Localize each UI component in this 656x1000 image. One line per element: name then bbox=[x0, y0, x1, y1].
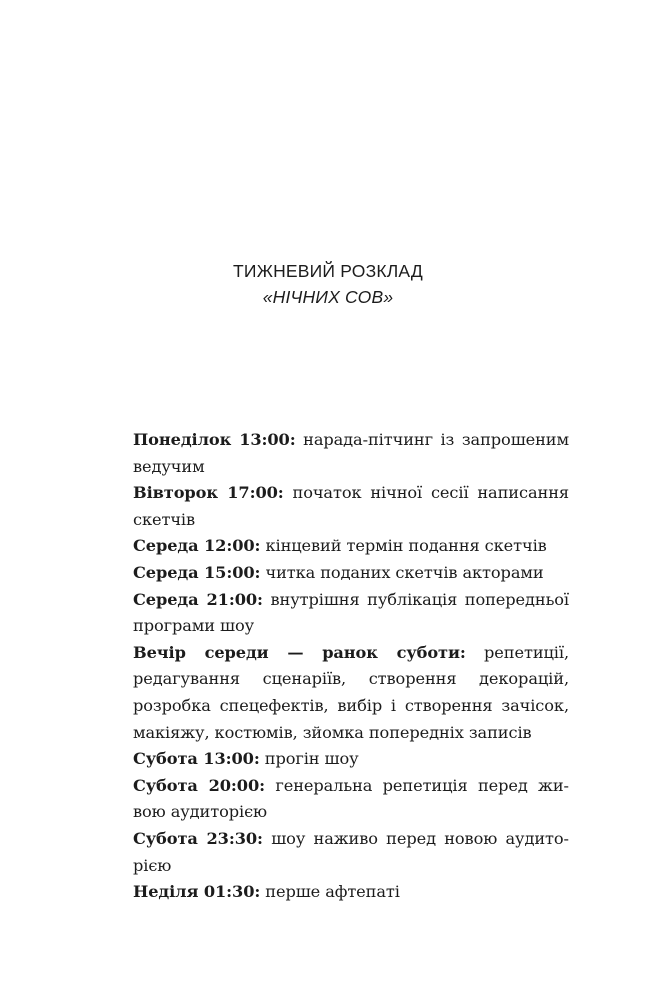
schedule-entry-sunday bbox=[133, 879, 569, 906]
entry-text: генеральна репетиція перед живою аудиторією bbox=[133, 775, 570, 822]
entry-label: Неділя 01:30: bbox=[133, 882, 261, 902]
entry-label: Вечір середи — ранок суботи: bbox=[133, 642, 466, 662]
entry-text: початок нічної сесії написання скетчів bbox=[133, 483, 569, 529]
entry-label: Субота 20:00: bbox=[133, 775, 265, 795]
entry-label: Понеділок 13:00: bbox=[133, 430, 296, 449]
schedule-entry-saturday-1300 bbox=[133, 746, 569, 773]
entry-label: Субота 13:00: bbox=[133, 749, 260, 769]
schedule-entry-wednesday-1200 bbox=[133, 533, 569, 560]
page-heading bbox=[0, 258, 656, 310]
entry-text: прогін шоу bbox=[264, 749, 359, 769]
entry-label: Середа 21:00: bbox=[133, 589, 263, 609]
schedule-entry-monday bbox=[133, 427, 569, 480]
heading-title: ТИЖНЕВИЙ РОЗКЛАД bbox=[233, 261, 423, 281]
schedule-entry-wednesday-1500 bbox=[133, 560, 569, 587]
schedule-entry-saturday-2330 bbox=[133, 826, 569, 879]
schedule-entry-wednesday-saturday bbox=[133, 640, 569, 746]
entry-text: шоу наживо перед новою аудиторією bbox=[133, 828, 569, 875]
heading-subtitle: «НІЧНИХ СОВ» bbox=[262, 287, 394, 307]
entry-text: кінцевий термін подання скетчів bbox=[265, 536, 547, 556]
entry-text: репетиції, редагування сценаріїв, створення декорацій, розробка спецефектів, вибір і створення зачісок, макіяжу, костюмів, зйомка попередніх записів bbox=[133, 642, 570, 742]
entry-label: Середа 15:00: bbox=[133, 562, 261, 582]
schedule-entry-wednesday-2100 bbox=[133, 587, 569, 640]
schedule-entry-tuesday bbox=[133, 480, 569, 533]
entry-label: Вівторок 17:00: bbox=[133, 483, 284, 503]
entry-label: Субота 23:30: bbox=[133, 828, 263, 848]
entry-label: Середа 12:00: bbox=[133, 536, 261, 556]
schedule-list bbox=[133, 427, 569, 906]
entry-text: читка поданих скетчів акторами bbox=[265, 562, 544, 582]
schedule-entry-saturday-2000 bbox=[133, 773, 569, 826]
entry-text: перше афтепаті bbox=[265, 882, 400, 902]
entry-text: внутрішня публікація попередньої програми шоу bbox=[133, 589, 570, 636]
entry-text: нарада-пітчинг із запрошеним ведучим bbox=[133, 430, 569, 476]
